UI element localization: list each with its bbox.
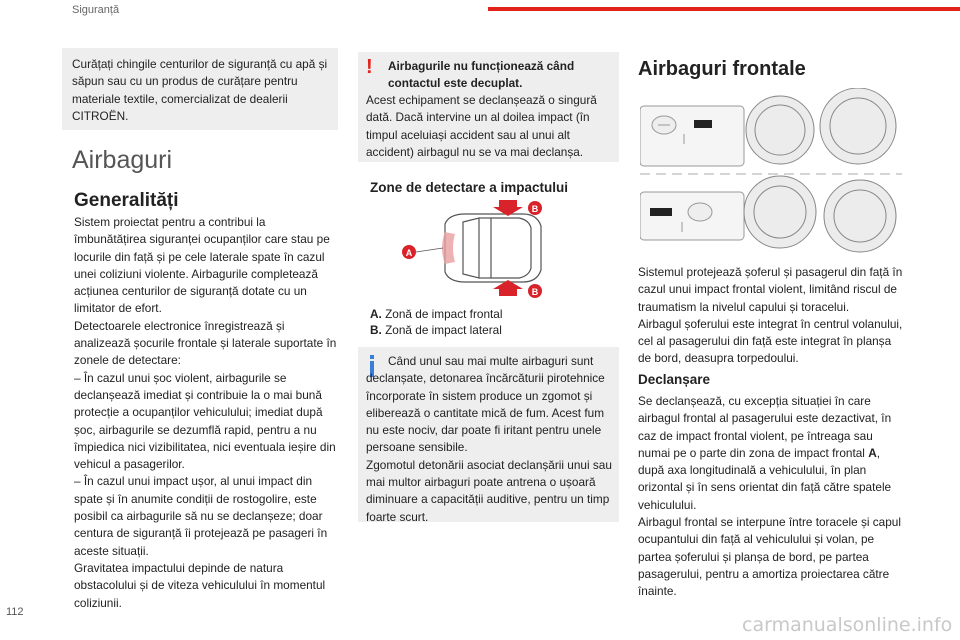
airbag-bottom-right <box>824 180 896 252</box>
car-outline <box>445 214 541 282</box>
frontal-airbags-title: Airbaguri frontale <box>638 58 806 80</box>
airbag-top-left <box>746 96 814 164</box>
warning-exclamation-icon: ! <box>366 56 373 78</box>
generalities-body: Sistem proiectat pentru a contribui la îmbunătățirea siguranței ocupanților care stau pe locurile din față și pe cele laterale spate în cazul unei coliziuni violente. Airbagurile completează acțiunea centurilor de siguranță dotate cu un limitator de efort. Detectoarele electronice înregistrează și analizează șocurile frontale și laterale suportate în zonele de detectare: – În cazul unui șoc violent, airbagurile se declanșează imediat și contribuie la o mai bună protecție a ocupanților vehiculului; imediat după șoc, airbagurile se dezumflă rapid, pentru a nu împiedica nici vizibilitatea, nici eventuala ieșire din vehicul a pasagerilor. – În cazul unui impact ușor, al unui impact din spate și în anumite condiții de rostogolire, este posibil ca airbagurile să nu se declanșeze; doar centura de siguranță îi protejează pe pasageri în aceste situații. Gravitatea impactului depinde de natura obstacolului și de viteza vehiculului în momentul coliziunii. <box>74 215 337 610</box>
cleaning-note-text: Curățați chingile centurilor de siguranță cu apă și săpun sau cu un produs de curățare pentru materiale textile, comercializat de dealerii CITROËN. <box>72 57 328 123</box>
frontal-airbags-body: Sistemul protejează șoferul și pasagerul din față în cazul unui impact frontal violent, limitând riscul de traumatism la nivelul capului și toracelui. Airbagul șoferului este integrat în centrul volanului, cel al pasagerului din față este integrat în planșa de bord, deasupra torpedoului. <box>638 265 903 366</box>
info-box <box>358 347 619 522</box>
label-a-leader <box>416 248 443 252</box>
airbag-bottom-left <box>744 176 816 248</box>
label-b-bottom: B <box>531 287 539 297</box>
info-text: Când unul sau mai multe airbaguri sunt declanșate, detonarea încărcăturii pirotehnice încorporate în sistem produce un zgomot și eliberează o cantitate mică de fum. Acest fum nu este nociv, dar poate fi iritant pentru unele persoane sensibile. Zgomotul detonării asociat declanșării unui sau mai multor airbaguri poate antrena o ușoară diminuare a capacității auditive, pentru un timp foarte scurt. <box>366 354 612 524</box>
legend-b <box>370 322 502 339</box>
frontal-airbags-illustration <box>640 88 902 260</box>
dashboard-bottom <box>640 192 744 240</box>
cleaning-note-box <box>62 48 338 130</box>
legend-a-key: A. <box>370 307 382 321</box>
label-b-top: B <box>531 204 539 214</box>
legend-b-text: Zonă de impact lateral <box>385 323 502 337</box>
trigger-title: Declanșare <box>638 372 711 387</box>
legend-a <box>370 306 502 323</box>
watermark: carmanualsonline.info <box>742 614 953 636</box>
trigger-body <box>638 393 904 601</box>
trigger-body-key: A <box>868 445 877 460</box>
label-a: A <box>405 248 413 258</box>
generalities-title: Generalități <box>74 190 179 211</box>
header-accent-bar <box>488 7 960 11</box>
front-impact-zone <box>442 232 455 264</box>
legend-b-key: B. <box>370 323 382 337</box>
warning-body-text: Acest echipament se declanșează o singură dată. Dacă intervine un al doilea impact (în timpul aceluiași accident sau al unui alt accident) airbagul nu se va mai declanșa. <box>366 93 597 159</box>
page-number: 112 <box>6 606 24 618</box>
impact-zones-diagram <box>395 196 555 302</box>
legend-a-text: Zonă de impact frontal <box>385 307 503 321</box>
trigger-body-pre: Se declanșează, cu excepția situației în care airbagul frontal al pasagerului este dezactivat, în caz de impact frontal violent, pe întreaga sau numai pe o parte din zona de impact frontal <box>638 394 892 460</box>
dashboard-top <box>640 106 744 166</box>
impact-zones-title: Zone de detectare a impactului <box>370 180 569 195</box>
trigger-body-post: , după axa longitudinală a vehiculului, în plan orizontal și în sens orientat din față către spatele vehiculului. Airbagul frontal se interpune între toracele și capul ocupantului din față al vehiculului și volan, pe partea șoferului și planșa de bord, pe partea pasagerului, pentru a amortiza proiectarea către înainte. <box>638 445 901 599</box>
airbags-section-title: Airbaguri <box>72 146 173 174</box>
airbag-top-right <box>820 88 896 164</box>
warning-box <box>358 52 619 162</box>
warning-bold-text: Airbagurile nu funcționează când contactul este decuplat. <box>388 59 575 91</box>
header-title: Siguranță <box>72 4 120 16</box>
